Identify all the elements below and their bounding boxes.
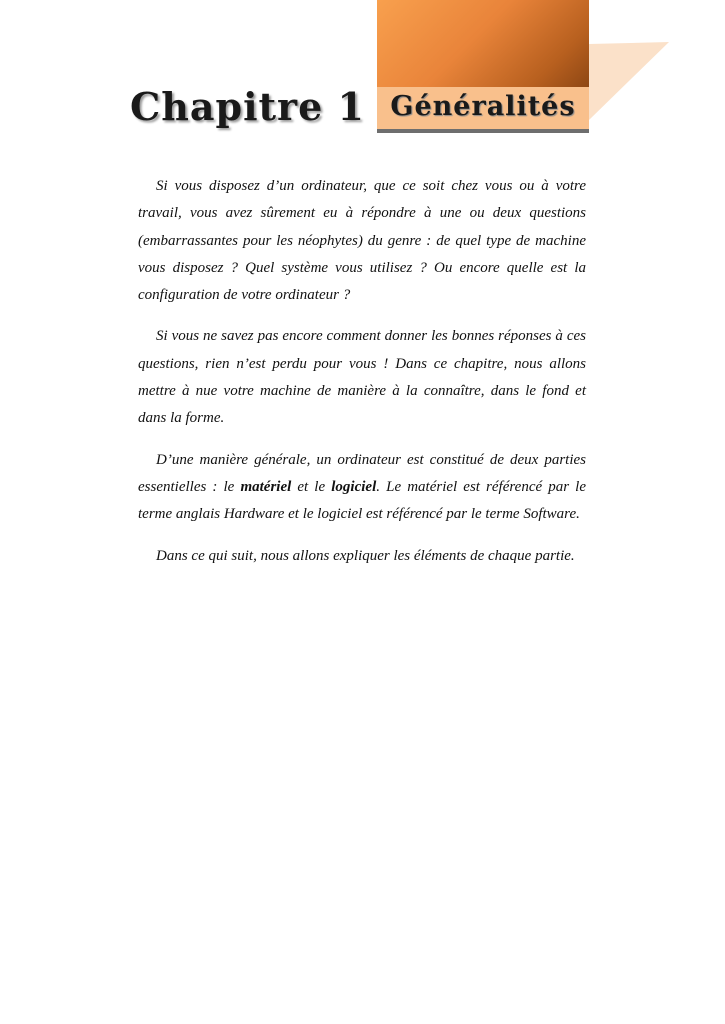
term-logiciel: logiciel	[331, 478, 377, 495]
chapter-title: Généralités	[390, 91, 576, 122]
chapter-body	[138, 173, 586, 584]
paragraph-4: Dans ce qui suit, nous allons expliquer les éléments de chaque partie.	[156, 547, 575, 564]
header-wedge-decoration	[589, 40, 669, 120]
chapter-title-box	[377, 87, 589, 133]
paragraph-2: Si vous ne savez pas encore comment donner les bonnes réponses à ces questions, rien n’est perdu pour vous ! Dans ce chapitre, nous allons mettre à nue votre machine de manière à la connaître, dans le fond et dans la forme.	[138, 328, 586, 427]
header-orange-block	[377, 0, 589, 87]
chapter-label: Chapitre 1	[130, 84, 365, 129]
term-materiel: matériel	[240, 478, 292, 495]
paragraph-3	[138, 447, 586, 529]
paragraph-1: Si vous disposez d’un ordinateur, que ce soit chez vous ou à votre travail, vous avez sûrement eu à répondre à une ou deux questions (embarrassantes pour les néophytes) du genre : de quel type de machine vous disposez ? Quel système vous utilisez ? Ou encore quelle est la configuration de votre ordinateur ?	[138, 178, 586, 304]
paragraph-3-text-b: et le	[291, 478, 332, 495]
paragraph-3-text-c: . Le matériel est référencé par le terme anglais Hardware et le logiciel est référencé par le terme Software.	[138, 478, 587, 523]
paragraph-3-text-a: D’une manière générale, un ordinateur est constitué de deux parties essentielles : le	[138, 451, 586, 495]
